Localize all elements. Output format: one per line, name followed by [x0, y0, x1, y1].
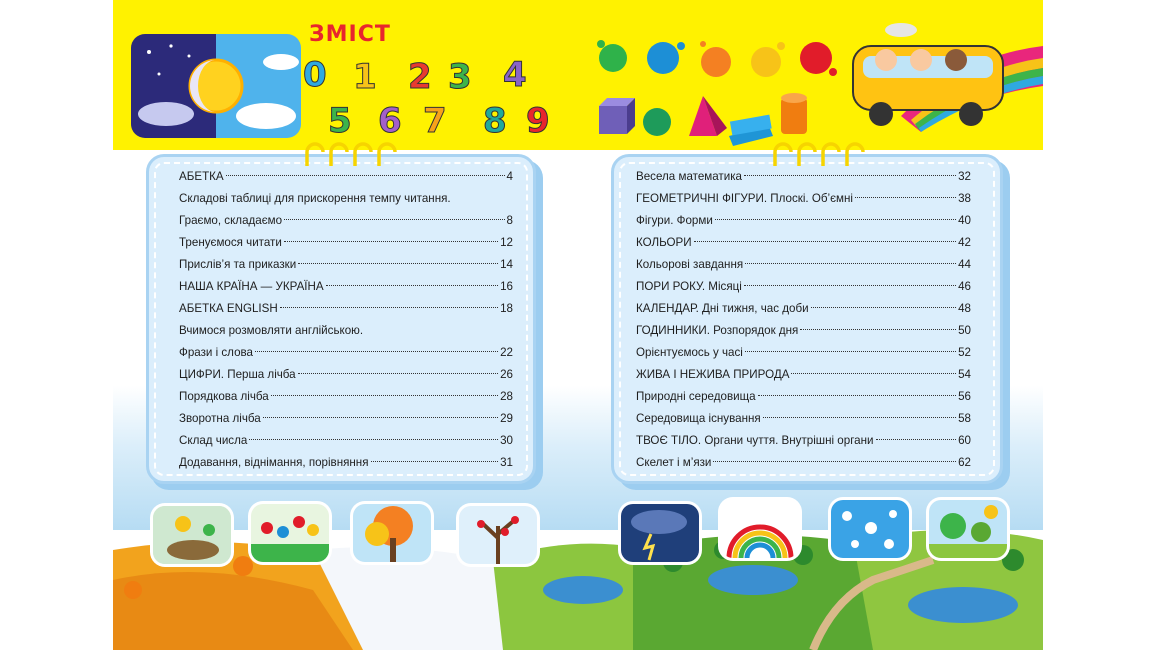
toc-label: Скелет і м’язи — [636, 456, 712, 469]
toc-row[interactable] — [179, 276, 513, 298]
dot-leader — [284, 219, 504, 220]
dot-leader — [326, 285, 498, 286]
toc-row[interactable] — [636, 298, 971, 320]
toc-label: Граємо, складаємо — [179, 214, 283, 227]
geometric-solids — [599, 93, 807, 146]
toc-page: 18 — [500, 302, 513, 315]
toc-label: Весела математика — [636, 170, 742, 183]
toc-page: 26 — [500, 368, 513, 381]
digit-0: 0 — [303, 55, 327, 95]
snowflakes-picture — [831, 500, 909, 558]
toc-row[interactable] — [179, 210, 513, 232]
toc-label: ЦИФРИ. Перша лічба — [179, 368, 296, 381]
number-characters-illustration — [298, 48, 568, 136]
toc-label: АБЕТКА ENGLISH — [179, 302, 278, 315]
dot-leader — [876, 439, 957, 440]
toc-label: Природні середовища — [636, 390, 756, 403]
toc-label: ГОДИННИКИ. Розпорядок дня — [636, 324, 799, 337]
toc-row[interactable] — [179, 320, 513, 342]
toc-row[interactable] — [179, 342, 513, 364]
flowers-picture — [251, 504, 329, 562]
toc-page: 22 — [500, 346, 513, 359]
rainbow-picture — [721, 500, 799, 558]
dot-leader — [763, 417, 956, 418]
left-contents-list — [179, 166, 513, 474]
toc-page: 52 — [958, 346, 971, 359]
toc-row[interactable] — [179, 298, 513, 320]
toc-page: 42 — [958, 236, 971, 249]
dot-leader — [694, 241, 957, 242]
book-spread — [113, 0, 1043, 650]
toc-page: 56 — [958, 390, 971, 403]
toc-row[interactable] — [636, 364, 971, 386]
toc-label: ЖИВА І НЕЖИВА ПРИРОДА — [636, 368, 790, 381]
toc-label: НАША КРАЇНА — УКРАЇНА — [179, 280, 324, 293]
toc-label: Вчимося розмовляти англійською. — [179, 324, 364, 337]
toc-label: КОЛЬОРИ — [636, 236, 692, 249]
toc-label: Склад числа — [179, 434, 248, 447]
winter-tree-picture — [459, 506, 537, 564]
day-night-illustration — [131, 34, 301, 138]
dot-leader — [791, 373, 956, 374]
paint-splats — [597, 40, 837, 77]
dot-leader — [371, 461, 499, 462]
dot-leader — [758, 395, 957, 396]
dot-leader — [715, 219, 956, 220]
toc-page: 29 — [500, 412, 513, 425]
toc-row[interactable] — [636, 166, 971, 188]
toc-page: 32 — [958, 170, 971, 183]
toc-label: Прислів’я та приказки — [179, 258, 297, 271]
toc-row[interactable] — [636, 276, 971, 298]
toc-label: Фрази і слова — [179, 346, 254, 359]
storm-picture — [621, 504, 699, 562]
digit-7: 7 — [423, 101, 447, 136]
colors-and-shapes-illustration — [591, 36, 851, 146]
toc-row[interactable] — [179, 430, 513, 452]
toc-page: 46 — [958, 280, 971, 293]
toc-row[interactable] — [636, 210, 971, 232]
dot-leader — [298, 263, 498, 264]
toc-page: 4 — [506, 170, 513, 183]
toc-page: 16 — [500, 280, 513, 293]
toc-page: 48 — [958, 302, 971, 315]
dot-leader — [271, 395, 498, 396]
digit-1: 1 — [353, 57, 377, 97]
toc-label: Порядкова лічба — [179, 390, 269, 403]
toc-row[interactable] — [179, 188, 513, 210]
dot-leader — [226, 175, 505, 176]
toc-page: 40 — [958, 214, 971, 227]
summer-trees-picture — [929, 500, 1007, 558]
toc-row[interactable] — [179, 254, 513, 276]
toc-page: 60 — [958, 434, 971, 447]
toc-row[interactable] — [179, 452, 513, 474]
toc-label: Зворотна лічба — [179, 412, 261, 425]
dot-leader — [811, 307, 957, 308]
toc-page: 58 — [958, 412, 971, 425]
digit-5: 5 — [328, 101, 352, 136]
school-bus-illustration — [841, 16, 1043, 136]
dot-leader — [800, 329, 956, 330]
spring-birds-picture — [153, 506, 231, 564]
toc-row[interactable] — [179, 408, 513, 430]
toc-page: 12 — [500, 236, 513, 249]
toc-label: ТВОЄ ТІЛО. Органи чуття. Внутрішні органи — [636, 434, 874, 447]
toc-page: 14 — [500, 258, 513, 271]
toc-label: Тренуємося читати — [179, 236, 282, 249]
dot-leader — [713, 461, 956, 462]
dot-leader — [263, 417, 498, 418]
toc-label: Складові таблиці для прискорення темпу читання. — [179, 192, 451, 205]
digit-4: 4 — [503, 55, 527, 95]
toc-row[interactable] — [636, 342, 971, 364]
toc-row[interactable] — [179, 386, 513, 408]
digit-2: 2 — [408, 57, 432, 97]
digit-9: 9 — [526, 101, 550, 136]
toc-row[interactable] — [636, 408, 971, 430]
dot-leader — [855, 197, 956, 198]
digit-3: 3 — [448, 57, 472, 97]
toc-label: КАЛЕНДАР. Дні тижня, час доби — [636, 302, 809, 315]
dot-leader — [298, 373, 498, 374]
right-contents-list — [636, 166, 971, 474]
toc-row[interactable] — [636, 254, 971, 276]
toc-page: 54 — [958, 368, 971, 381]
dot-leader — [745, 263, 956, 264]
digit-8: 8 — [483, 101, 507, 136]
dot-leader — [249, 439, 498, 440]
toc-label: Орієнтуємось у часі — [636, 346, 743, 359]
dot-leader — [744, 285, 956, 286]
toc-row[interactable] — [179, 232, 513, 254]
toc-page: 31 — [500, 456, 513, 469]
toc-page: 30 — [500, 434, 513, 447]
toc-label: Додавання, віднімання, порівняння — [179, 456, 369, 469]
toc-row[interactable] — [179, 364, 513, 386]
toc-row[interactable] — [636, 320, 971, 342]
toc-row[interactable] — [636, 430, 971, 452]
toc-page: 38 — [958, 192, 971, 205]
toc-page: 62 — [958, 456, 971, 469]
toc-page: 44 — [958, 258, 971, 271]
toc-page: 28 — [500, 390, 513, 403]
toc-row[interactable] — [179, 166, 513, 188]
dot-leader — [744, 175, 956, 176]
dot-leader — [280, 307, 498, 308]
toc-row[interactable] — [636, 386, 971, 408]
toc-row[interactable] — [636, 232, 971, 254]
toc-label: Кольорові завдання — [636, 258, 744, 271]
digit-6: 6 — [378, 101, 402, 136]
toc-row[interactable] — [636, 452, 971, 474]
toc-row[interactable] — [636, 188, 971, 210]
dot-leader — [284, 241, 498, 242]
toc-label: Середовища існування — [636, 412, 761, 425]
dot-leader — [255, 351, 498, 352]
page-title: ЗМІСТ — [309, 22, 391, 47]
autumn-tree-picture — [353, 504, 431, 562]
toc-label: ПОРИ РОКУ. Місяці — [636, 280, 742, 293]
toc-page: 50 — [958, 324, 971, 337]
toc-label: ГЕОМЕТРИЧНІ ФІГУРИ. Плоскі. Об’ємні — [636, 192, 853, 205]
dot-leader — [745, 351, 956, 352]
toc-label: Фігури. Форми — [636, 214, 713, 227]
toc-label: АБЕТКА — [179, 170, 224, 183]
toc-page: 8 — [506, 214, 513, 227]
